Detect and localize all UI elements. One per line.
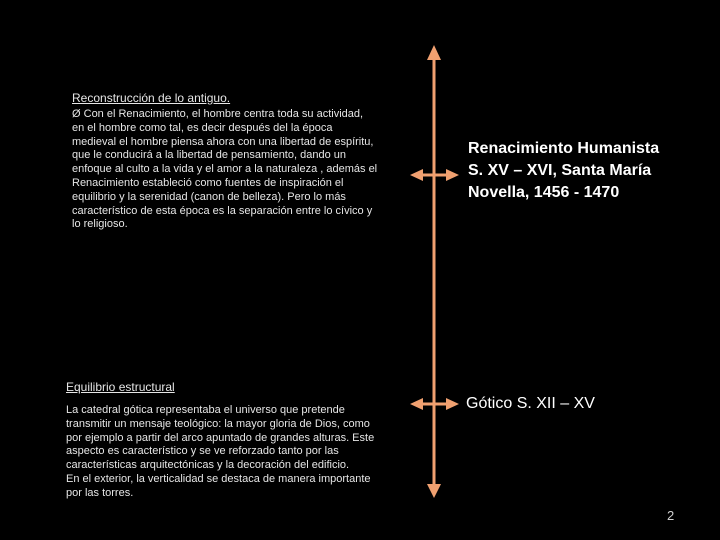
paragraph-line: en el hombre como tal, es decir después del la época: [72, 121, 333, 134]
paragraph-line: por ejemplo a partir del arco apuntado de grandes alturas. Este: [66, 431, 375, 444]
gothic-text-block: [66, 380, 411, 501]
paragraph-line: medieval el hombre piensa ahora con una libertad de espíritu,: [72, 135, 374, 148]
paragraph-line: En el exterior, la verticalidad se destaca de manera importante: [66, 472, 371, 485]
structural-balance-heading: Equilibrio estructural: [66, 380, 175, 394]
renaissance-paragraph: [72, 108, 412, 232]
arrow-bullet-icon: Ø: [72, 108, 81, 120]
page-number: 2: [667, 508, 675, 523]
paragraph-line: aspecto es característico y se ve reforzado tanto por las: [66, 445, 339, 458]
label-line: S. XV – XVI, Santa María: [468, 162, 652, 179]
paragraph-line: Ø Con el Renacimiento, el hombre centra toda su actividad,: [72, 108, 364, 120]
paragraph-line: Renacimiento estableció como fuentes de inspiración el: [72, 176, 344, 189]
paragraph-line: enfoque al culto a la vida y el amor a la naturaleza , además el: [72, 163, 378, 176]
paragraph-line: que le conducirá a la libertad de pensamiento, dando un: [72, 149, 346, 162]
paragraph-line: característico de esta época es la separación entre lo cívico y: [72, 204, 373, 217]
vertical-timeline-arrow: [427, 45, 441, 498]
paragraph-line: La catedral gótica representaba el universo que pretende: [66, 404, 345, 416]
label-line: Novella, 1456 - 1470: [468, 184, 620, 201]
paragraph-line: lo religioso.: [72, 218, 128, 231]
renaissance-label: [468, 138, 659, 204]
renaissance-text-block: [72, 91, 412, 232]
gothic-paragraph: [66, 404, 411, 501]
reconstruction-heading: Reconstrucción de lo antiguo.: [72, 91, 231, 105]
paragraph-line: por las torres.: [66, 486, 134, 499]
paragraph-line: equilibrio y la serenidad (canon de belleza). Pero lo más: [72, 190, 346, 203]
paragraph-line: transmitir un mensaje teológico: la mayor gloria de Dios, como: [66, 417, 370, 430]
gothic-label: Gótico S. XII – XV: [466, 395, 595, 412]
label-line: Renacimiento Humanista: [468, 140, 660, 157]
paragraph-line: características arquitectónicas y la decoración del edificio.: [66, 459, 350, 472]
